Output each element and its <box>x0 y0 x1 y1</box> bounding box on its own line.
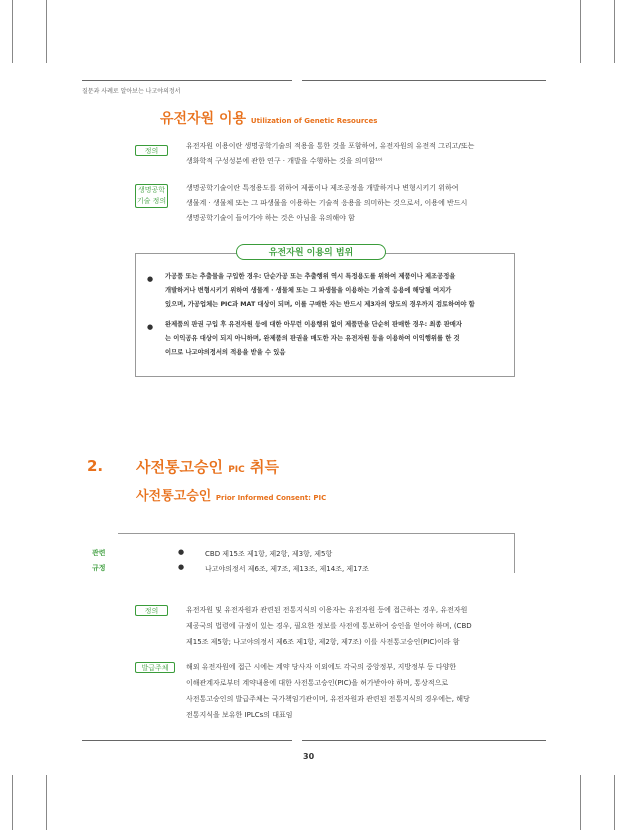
chapter-title-suffix: 취득 <box>249 458 279 476</box>
text-line: 유전자원 및 유전자원과 관련된 전통지식의 이용자는 유전자원 등에 접근하는 경우, 유전자원 <box>186 606 468 614</box>
subsection-title-en: Prior Informed Consent: PIC <box>215 494 327 502</box>
text-line: 제15조 제5항; 나고야의정서 제6조 제1항, 제2항, 제7조) 이를 사전통고승인(PIC)이라 함 <box>186 638 460 646</box>
section-title-ko: 유전자원 이용 <box>160 111 247 127</box>
crop-mark <box>46 775 47 830</box>
running-title: 질문과 사례로 알아보는 나고야의정서 <box>82 88 181 95</box>
text-line: 완제품의 판권 구입 후 유전자원 등에 대한 아무런 이용행위 없이 제품만을 단순히 판매한 경우: 최종 판매자 <box>165 321 462 328</box>
section-title-en: Utilization of Genetic Resources <box>250 117 378 125</box>
text-line: 생명공학기술이란 특정용도를 위하여 제품이나 제조공정을 개발하거나 변형시키기 위하여 <box>186 184 459 192</box>
bullet-icon: ● <box>178 563 185 571</box>
bullet-icon: ● <box>147 275 154 283</box>
label-line: 생명공학 <box>137 186 166 194</box>
scope-item <box>165 318 462 360</box>
subsection-title-ko: 사전통고승인 <box>136 489 212 504</box>
definition-label: 정의 <box>135 605 168 616</box>
text-line: 제공국의 법령에 규정이 있는 경우, 필요한 정보를 사전에 통보하여 승인을 얻어야 하며, (CBD <box>186 622 472 630</box>
header-rule-left <box>82 80 292 81</box>
crop-mark <box>12 775 13 830</box>
scope-box-title: 유전자원 이용의 범위 <box>236 244 386 260</box>
text-line: 는 이익공유 대상이 되지 아니하며, 완제품의 판권을 매도한 자는 유전자원 등을 이용하여 이익행위를 한 것 <box>165 335 460 342</box>
biotech-definition-text <box>186 181 467 226</box>
text-line: 유전자원 이용이란 생명공학기술의 적용을 통한 것을 포함하여, 유전자원의 유전적 그리고/또는 <box>186 142 475 150</box>
text-line: 있으며, 가공업체는 PIC과 MAT 대상이 되며, 이를 구매한 자는 반드시 제3자의 양도의 경우까지 검토하여야 함 <box>165 301 475 308</box>
related-item: 나고야의정서 제6조, 제7조, 제13조, 제14조, 제17조 <box>205 565 369 573</box>
biotech-definition-label <box>135 184 168 208</box>
footer-rule-left <box>82 740 292 741</box>
label-line: 기술 정의 <box>136 197 167 205</box>
definition-text <box>186 139 474 169</box>
text-line: 개발하거나 변형시키기 위하여 생물계 · 생물체 또는 그 파생물을 이용하는 기술적 응용에 해당될 여지가 <box>165 287 452 294</box>
chapter-title <box>136 456 279 477</box>
definition-text <box>186 602 472 650</box>
related-item: CBD 제15조 제1항, 제2항, 제3항, 제5항 <box>205 550 333 558</box>
footer-rule-right <box>302 740 546 741</box>
crop-mark <box>580 775 581 830</box>
text-line: 사전통고승인의 발급주체는 국가책임기관이며, 유전자원과 관련된 전통지식의 경우에는, 해당 <box>186 695 470 703</box>
crop-mark <box>614 0 615 63</box>
crop-mark <box>46 0 47 63</box>
text-line: 해외 유전자원에 접근 시에는 계약 당사자 이외에도 각국의 중앙정부, 지방정부 등 다양한 <box>186 663 457 671</box>
page-number: 30 <box>303 752 315 761</box>
related-label: 관련 <box>92 549 106 557</box>
text-line: 전통지식을 보유한 IPLCs의 대표임 <box>186 711 293 719</box>
bullet-icon: ● <box>178 548 185 556</box>
chapter-title-main: 사전통고승인 <box>136 458 223 476</box>
crop-mark <box>12 0 13 63</box>
subsection-title <box>136 485 326 504</box>
text-line: 생명공학기술이 들어가야 하는 것은 아님을 유의해야 함 <box>186 214 355 222</box>
bullet-icon: ● <box>147 323 154 331</box>
related-label: 규정 <box>92 564 106 572</box>
text-line: 생물계 · 생물체 또는 그 파생물을 이용하는 기술적 응용을 의미하는 것으로서, 이용에 반드시 <box>186 199 468 207</box>
issuer-text <box>186 659 470 723</box>
scope-item <box>165 270 475 312</box>
definition-label: 정의 <box>135 145 168 156</box>
text-line: 이므로 나고야의정서의 적용을 받을 수 있음 <box>165 349 286 356</box>
text-line: 이해관계자로부터 계약내용에 대한 사전통고승인(PIC)을 허가받아야 하며, 통상적으로 <box>186 679 449 687</box>
crop-mark <box>580 0 581 63</box>
issuer-label: 발급주체 <box>135 662 175 673</box>
chapter-title-abbr: PIC <box>228 465 245 475</box>
crop-mark <box>614 775 615 830</box>
section-title <box>160 108 377 128</box>
section-number: 2. <box>87 457 104 475</box>
header-rule-right <box>302 80 546 81</box>
text-line: 생화학적 구성성분에 관한 연구 · 개발을 수행하는 것을 의미함¹⁰⁾ <box>186 157 383 165</box>
text-line: 가공품 또는 추출물을 구입한 경우: 단순가공 또는 추출행위 역시 특정용도를 위하여 제품이나 제조공정을 <box>165 273 456 280</box>
